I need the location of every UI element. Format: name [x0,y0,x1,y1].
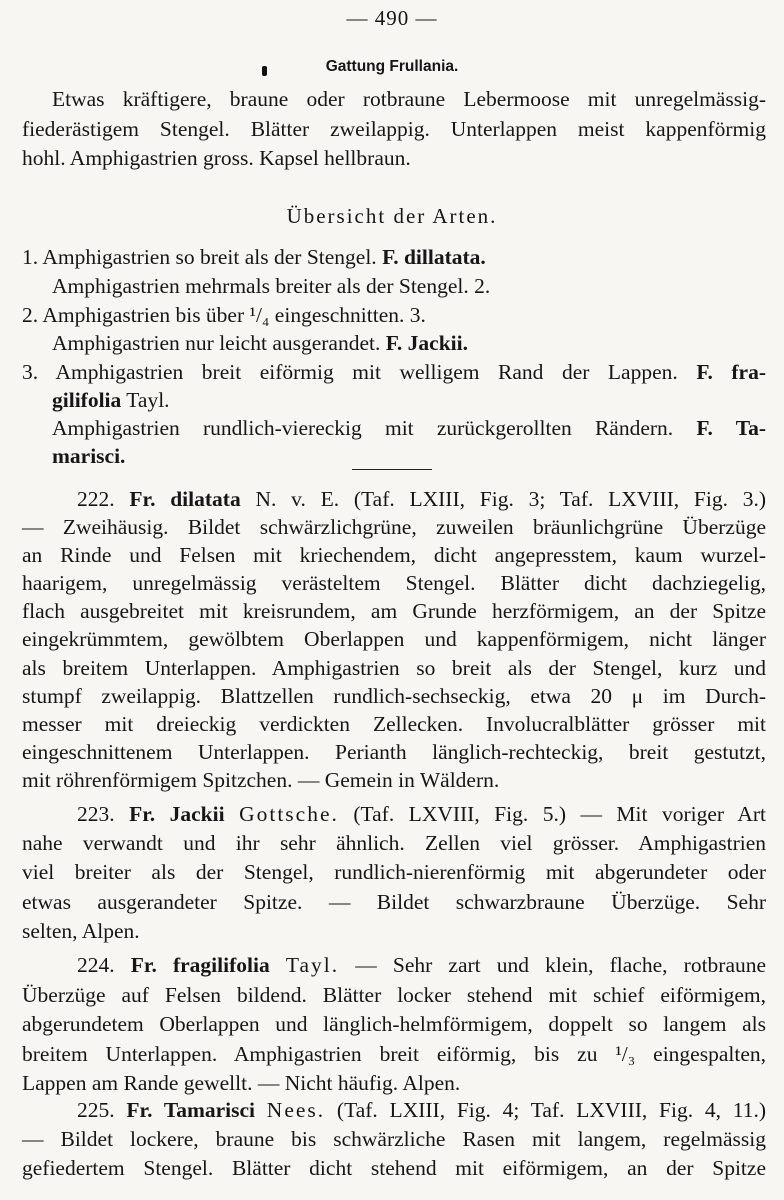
entry-222-line: messer mit dreieckig verdickten Zellecken. Involucralblätter grösser mit [22,712,766,736]
species-name: Fr. Tamarisci [126,1098,256,1122]
entry-224-line: abgerundetem Oberlappen und länglich-helmförmigem, doppelt so langem als [22,1012,766,1036]
author: Tayl. [126,388,170,412]
author: Gottsche. [239,802,339,826]
entry-224-line: Lappen am Rande gewellt. — Nicht häufig. Alpen. [22,1071,461,1095]
entry-224-line: Überzüge auf Felsen bildend. Blätter locker stehend mit schief eiförmigem, [22,983,766,1007]
entry-text: (Taf. LXVIII, Fig. 5.) — Mit voriger Art [353,802,766,826]
key-text: Amphigastrien rundlich-viereckig mit zurückgerollten Rändern. [52,416,674,440]
entry-224-line [77,952,766,978]
entry-number: 222. [77,487,115,511]
key-text: Amphigastrien nur leicht ausgerandet. [52,331,381,355]
entry-222-line [77,486,766,512]
species-name: F. fra- [696,360,767,384]
author: Tayl. [285,953,340,977]
species-name: marisci. [52,444,126,468]
entry-225-line: gefiedertem Stengel. Blätter dicht stehend mit eiförmigem, an der Spitze [22,1156,766,1180]
entry-222-line: an Rinde und Felsen mit kriechendem, dicht angepresstem, kaum wurzel- [22,543,766,567]
entry-222-line: — Zweihäusig. Bildet schwärzlichgrüne, zuweilen bräunlichgrüne Überzüge [22,515,766,539]
key-line: 2. Amphigastrien bis über ¹/₄ eingeschnitten. 3. [22,303,426,327]
entry-number: 223. [77,802,115,826]
survey-heading: Übersicht der Arten. [286,204,498,228]
intro-line: hohl. Amphigastrien gross. Kapsel hellbraun. [22,146,411,170]
entry-223-line: viel breiter als der Stengel, rundlich-nierenförmig mit abgerundeter oder [22,860,766,884]
genus-heading: Gattung Frullania. [325,58,459,75]
key-line [52,443,766,469]
species-name: gilifolia [52,388,122,412]
key-text: 3. Amphigastrien breit eiförmig mit welligem Rand der Lappen. [22,360,678,384]
author: Nees. [266,1098,326,1122]
key-line: Amphigastrien mehrmals breiter als der Stengel. 2. [52,274,491,298]
entry-223-line: nahe verwandt und ihr sehr ähnlich. Zellen viel grösser. Amphigastrien [22,831,766,855]
page-number: — 490 — [346,6,438,30]
species-name: F. Jackii. [385,331,468,355]
species-name: F. Ta- [696,416,766,440]
entry-text: (Taf. LXIII, Fig. 4; Taf. LXVIII, Fig. 4, 11.) [336,1098,766,1122]
entry-text: N. v. E. (Taf. LXIII, Fig. 3; Taf. LXVIII, Fig. 3.) [255,487,767,511]
divider [352,469,432,470]
entry-223-line: etwas ausgerandeter Spitze. — Bildet schwarzbraune Überzüge. Sehr [22,890,766,914]
intro-line: Etwas kräftigere, braune oder rotbraune Lebermoose mit unregelmässig- [52,87,766,111]
species-name: F. dillatata. [382,245,486,269]
entry-225-line [77,1097,766,1123]
entry-text: — Sehr zart und klein, flache, rotbraune [355,953,767,977]
species-name: Fr. Jackii [129,802,225,826]
entry-224-line: breitem Unterlappen. Amphigastrien breit eiförmig, bis zu ¹/₃ eingespalten, [22,1042,766,1066]
entry-223-line [77,801,766,827]
entry-number: 225. [77,1098,115,1122]
entry-222-line: flach ausgebreitet mit kreisrundem, am Grunde herzförmigem, an der Spitze [22,599,766,623]
entry-225-line: — Bildet lockere, braune bis schwärzliche Rasen mit langem, regelmässig [22,1127,766,1151]
key-line [22,244,766,270]
entry-222-line: haarigem, unregelmässig verästeltem Stengel. Blätter dicht dachziegelig, [22,571,766,595]
intro-line: fiederästigem Stengel. Blätter zweilappig. Unterlappen meist kappenförmig [22,117,766,141]
key-line [52,330,766,356]
entry-222-line: mit röhrenförmigem Spitzchen. — Gemein in Wäldern. [22,768,500,792]
entry-222-line: stumpf zweilappig. Blattzellen rundlich-sechseckig, etwa 20 μ im Durch- [22,684,766,708]
entry-number: 224. [77,953,115,977]
entry-222-line: eingekrümmtem, gewölbtem Oberlappen und kappenförmigem, nicht länger [22,627,766,651]
species-name: Fr. fragilifolia [130,953,270,977]
key-text: 1. Amphigastrien so breit als der Stengel. [22,245,377,269]
species-name: Fr. dilatata [129,487,241,511]
key-line [52,387,766,413]
entry-222-line: als breitem Unterlappen. Amphigastrien so breit als der Stengel, kurz und [22,656,766,680]
entry-223-line: selten, Alpen. [22,919,140,943]
key-line [22,359,766,385]
key-line [52,415,766,441]
entry-222-line: eingeschnittenem Unterlappen. Perianth länglich-rechteckig, breit gestutzt, [22,740,766,764]
